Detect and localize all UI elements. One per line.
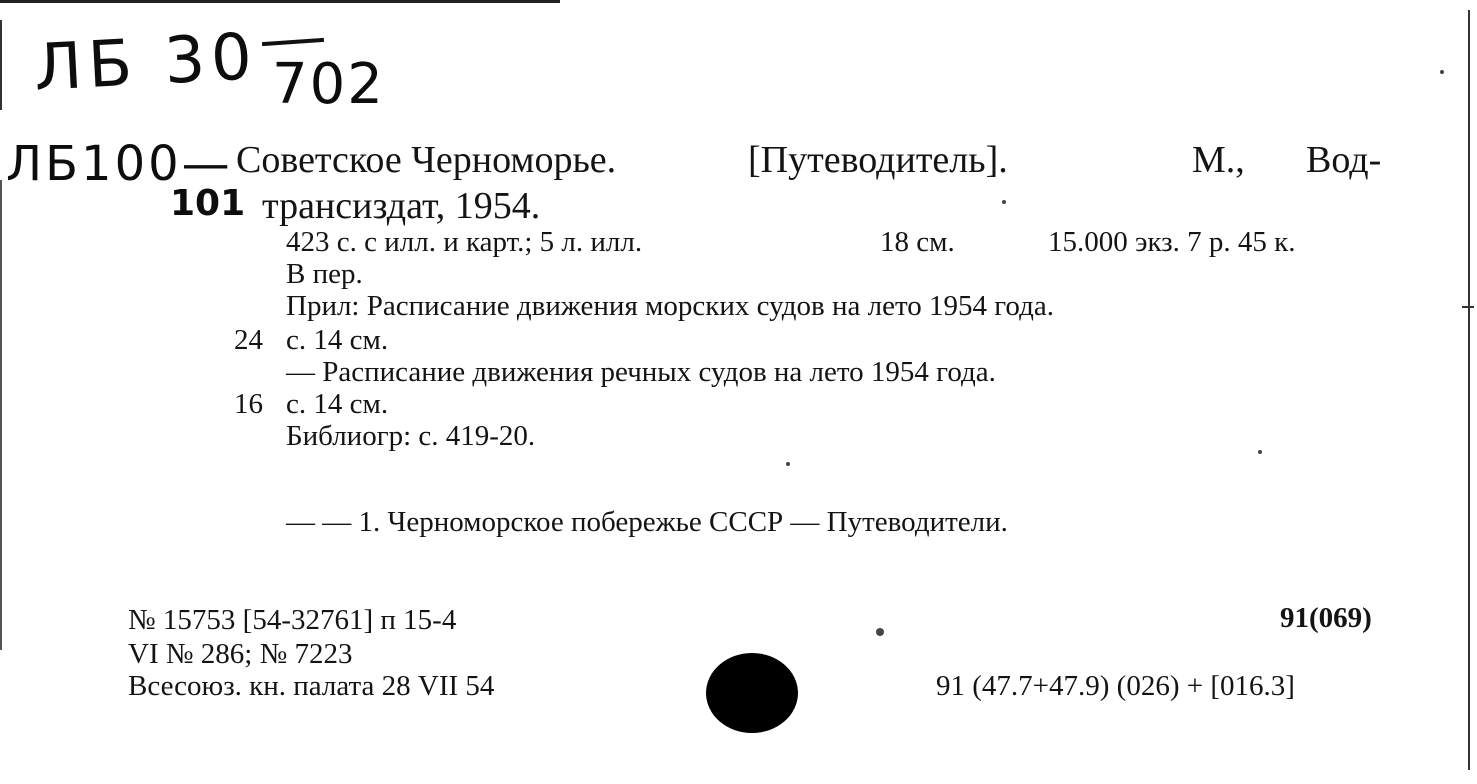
scan-speck [1258,450,1262,454]
card-edge-left-lower [0,180,2,650]
card-edge-top [0,0,560,3]
book-title: Советское Черноморье. [236,139,617,181]
publisher-year: трансиздат, 1954. [262,185,541,227]
handwritten-code-top-number: 702 [272,52,385,117]
card-edge-right [1468,10,1470,770]
scan-speck [1002,200,1006,204]
supplement-1-pages: 24 [234,324,263,356]
supplement-2-pages: 16 [234,388,263,420]
pagination: 423 с. с илл. и карт.; 5 л. илл. [286,226,643,258]
scan-speck [1440,70,1444,74]
punch-hole [706,653,798,733]
handwritten-code-third: 101 [170,183,246,224]
print-run-price: 15.000 экз. 7 р. 45 к. [1048,226,1296,258]
bibliography: Библиогр: с. 419-20. [286,420,536,452]
handwritten-overline [262,38,324,46]
book-chamber: Всесоюз. кн. палата 28 VII 54 [128,670,495,702]
binding: В пер. [286,258,363,290]
publication-place: М., [1192,139,1245,181]
subject-heading: — — 1. Черноморское побережье СССР — Путеводители. [286,506,1008,538]
book-genre: [Путеводитель]. [748,139,1008,181]
handwritten-code-top: ЛБ 30 [32,20,260,106]
card-edge-left [0,20,2,110]
udc-full: 91 (47.7+47.9) (026) + [016.3] [936,670,1295,702]
publisher-start: Вод- [1306,139,1382,181]
record-number: № 15753 [54-32761] п 15-4 [128,604,457,636]
scan-speck [876,628,884,636]
handwritten-code-second: ЛБ100— [6,136,233,192]
supplement-2: — Расписание движения речных судов на лето 1954 года. [286,356,996,388]
supplement-1: Прил: Расписание движения морских судов на лето 1954 года. [286,290,1054,322]
edition-number: VI № 286; № 7223 [128,638,353,670]
supplement-1-cont: с. 14 см. [286,324,389,356]
supplement-2-cont: с. 14 см. [286,388,389,420]
card-edge-mark [1462,306,1474,308]
scan-speck [786,462,790,466]
dimensions: 18 см. [880,226,955,258]
udc-main: 91(069) [1280,602,1372,634]
